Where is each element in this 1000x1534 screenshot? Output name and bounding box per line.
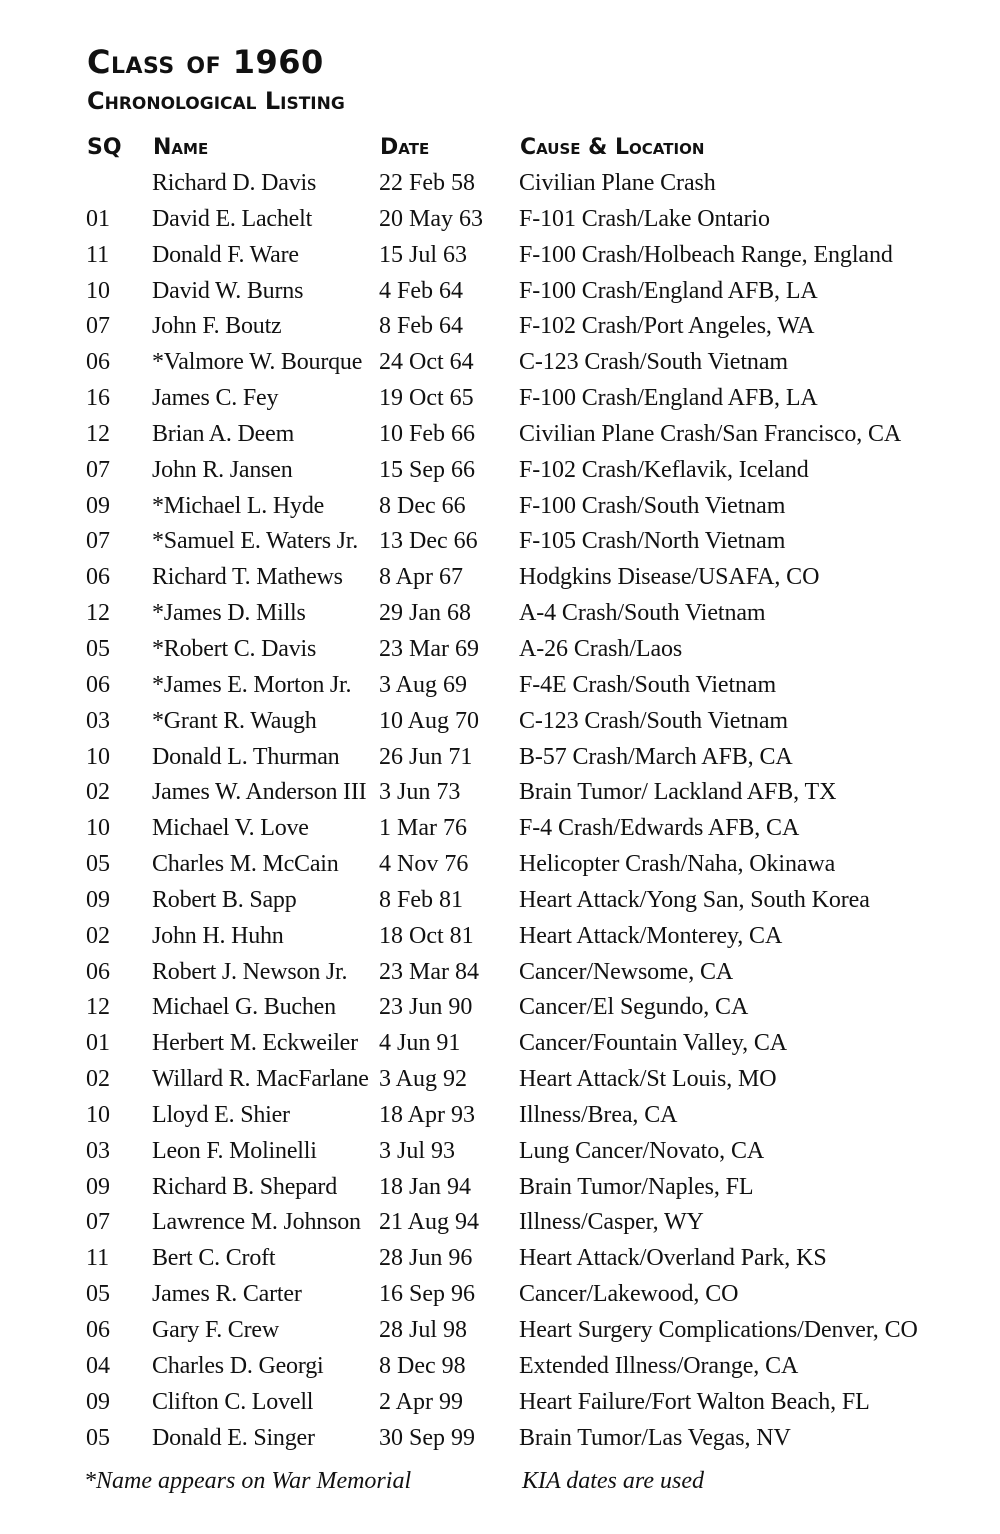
table-row <box>0 381 1000 417</box>
row-date: 8 Feb 81 <box>379 886 463 913</box>
table-row <box>0 417 1000 453</box>
table-row <box>0 274 1000 310</box>
row-squadron: 06 <box>86 564 110 591</box>
row-name: *James D. Mills <box>152 600 306 627</box>
row-date: 3 Jul 93 <box>379 1137 456 1164</box>
row-name: *Robert C. Davis <box>152 635 317 662</box>
page-title: Class of 1960 <box>87 43 324 81</box>
row-date: 8 Apr 67 <box>379 564 463 591</box>
row-squadron: 05 <box>86 1281 110 1308</box>
table-row <box>0 1313 1000 1349</box>
table-row <box>0 560 1000 596</box>
row-squadron: 06 <box>86 958 110 985</box>
row-squadron: 04 <box>86 1352 110 1379</box>
row-squadron: 10 <box>86 1101 110 1128</box>
row-date: 4 Feb 64 <box>379 277 463 304</box>
row-name: *Grant R. Waugh <box>152 707 317 734</box>
row-name: Lloyd E. Shier <box>152 1101 290 1128</box>
table-row <box>0 524 1000 560</box>
row-cause-location: F-100 Crash/South Vietnam <box>519 492 786 519</box>
row-name: Donald L. Thurman <box>152 743 340 770</box>
row-date: 28 Jul 98 <box>379 1317 468 1343</box>
table-row <box>0 596 1000 632</box>
row-cause-location: F-100 Crash/Holbeach Range, England <box>519 241 893 268</box>
row-cause-location: Heart Attack/St Louis, MO <box>519 1066 777 1093</box>
row-squadron: 03 <box>86 707 110 734</box>
row-date: 3 Aug 69 <box>379 671 468 698</box>
table-row <box>0 453 1000 489</box>
row-date: 21 Aug 94 <box>379 1209 480 1236</box>
row-squadron: 11 <box>86 241 110 268</box>
row-date: 4 Jun 91 <box>379 1030 461 1057</box>
row-name: David W. Burns <box>152 277 304 304</box>
row-date: 18 Apr 93 <box>379 1101 475 1128</box>
header-name: Name <box>153 135 209 160</box>
row-name: Bert C. Croft <box>152 1245 276 1272</box>
row-date: 24 Oct 64 <box>379 349 474 376</box>
row-cause-location: A-4 Crash/South Vietnam <box>519 600 766 627</box>
table-row <box>0 1205 1000 1241</box>
row-date: 23 Mar 69 <box>379 635 479 662</box>
footnote-war-memorial: *Name appears on War Memorial <box>84 1468 412 1494</box>
row-cause-location: Illness/Brea, CA <box>519 1101 678 1128</box>
row-date: 23 Mar 84 <box>379 958 479 985</box>
row-date: 30 Sep 99 <box>379 1424 475 1451</box>
row-name: Richard B. Shepard <box>152 1173 338 1200</box>
row-squadron: 02 <box>86 922 110 949</box>
row-squadron: 01 <box>86 1030 110 1057</box>
table-row <box>0 1170 1000 1206</box>
table-row <box>0 1241 1000 1277</box>
row-date: 3 Aug 92 <box>379 1066 468 1093</box>
row-squadron: 09 <box>86 1388 110 1415</box>
table-row <box>0 489 1000 525</box>
table-row <box>0 668 1000 704</box>
row-cause-location: Lung Cancer/Novato, CA <box>519 1137 765 1164</box>
row-cause-location: Civilian Plane Crash/San Francisco, CA <box>519 420 902 447</box>
row-date: 18 Oct 81 <box>379 922 474 949</box>
row-date: 28 Jun 96 <box>379 1245 473 1272</box>
table-row <box>0 1098 1000 1134</box>
table-row <box>0 1349 1000 1385</box>
row-date: 1 Mar 76 <box>379 815 467 842</box>
row-squadron: 07 <box>86 313 110 340</box>
row-date: 2 Apr 99 <box>379 1388 463 1415</box>
row-squadron: 10 <box>86 743 110 770</box>
row-squadron: 05 <box>86 635 110 662</box>
row-squadron: 09 <box>86 492 110 519</box>
row-cause-location: Brain Tumor/Las Vegas, NV <box>519 1424 791 1451</box>
row-date: 20 May 63 <box>379 205 483 232</box>
row-date: 15 Jul 63 <box>379 241 468 268</box>
column-headers <box>0 132 1000 164</box>
row-squadron: 02 <box>86 1066 110 1093</box>
row-name: John R. Jansen <box>152 456 293 483</box>
row-name: *James E. Morton Jr. <box>152 671 352 698</box>
row-date: 8 Dec 98 <box>379 1352 466 1379</box>
row-cause-location: Heart Surgery Complications/Denver, CO <box>519 1317 918 1343</box>
row-name: David E. Lachelt <box>152 205 313 232</box>
table-row <box>0 1385 1000 1421</box>
row-cause-location: Heart Attack/Overland Park, KS <box>519 1245 827 1272</box>
row-cause-location: F-102 Crash/Keflavik, Iceland <box>519 456 809 483</box>
row-squadron: 01 <box>86 205 110 232</box>
row-name: Richard D. Davis <box>152 170 317 196</box>
table-row <box>0 345 1000 381</box>
row-date: 19 Oct 65 <box>379 385 474 412</box>
row-name: Richard T. Mathews <box>152 564 343 591</box>
row-date: 23 Jun 90 <box>379 994 473 1021</box>
row-cause-location: Helicopter Crash/Naha, Okinawa <box>519 851 836 878</box>
footnote-kia-dates: KIA dates are used <box>522 1468 704 1494</box>
row-squadron: 07 <box>86 528 110 555</box>
row-name: Clifton C. Lovell <box>152 1388 314 1415</box>
row-cause-location: Heart Failure/Fort Walton Beach, FL <box>519 1388 870 1415</box>
row-date: 22 Feb 58 <box>379 170 475 196</box>
table-row <box>0 955 1000 991</box>
row-squadron: 05 <box>86 851 110 878</box>
row-cause-location: Hodgkins Disease/USAFA, CO <box>519 564 820 591</box>
row-squadron: 06 <box>86 1317 110 1343</box>
row-date: 8 Dec 66 <box>379 492 466 519</box>
row-cause-location: Cancer/El Segundo, CA <box>519 994 749 1021</box>
row-cause-location: Brain Tumor/ Lackland AFB, TX <box>519 779 837 806</box>
row-squadron: 06 <box>86 349 110 376</box>
table-row <box>0 632 1000 668</box>
row-date: 15 Sep 66 <box>379 456 475 483</box>
row-cause-location: F-105 Crash/North Vietnam <box>519 528 786 555</box>
row-name: Willard R. MacFarlane <box>152 1066 369 1093</box>
row-name: *Michael L. Hyde <box>152 492 325 519</box>
row-date: 29 Jan 68 <box>379 600 471 627</box>
row-name: Robert J. Newson Jr. <box>152 958 348 985</box>
row-cause-location: C-123 Crash/South Vietnam <box>519 349 788 376</box>
row-squadron: 16 <box>86 385 110 412</box>
row-squadron: 12 <box>86 420 110 447</box>
header-sq: SQ <box>87 135 122 160</box>
row-squadron: 12 <box>86 600 110 627</box>
row-squadron: 09 <box>86 886 110 913</box>
row-cause-location: B-57 Crash/March AFB, CA <box>519 743 793 770</box>
row-name: James C. Fey <box>152 385 279 412</box>
table-row <box>0 309 1000 345</box>
row-cause-location: Illness/Casper, WY <box>519 1209 704 1236</box>
row-date: 8 Feb 64 <box>379 313 463 340</box>
row-cause-location: F-4E Crash/South Vietnam <box>519 671 777 698</box>
table-row <box>0 1277 1000 1313</box>
row-name: Gary F. Crew <box>152 1317 279 1343</box>
row-cause-location: Extended Illness/Orange, CA <box>519 1352 799 1379</box>
table-row <box>0 847 1000 883</box>
row-cause-location: Cancer/Newsome, CA <box>519 958 734 985</box>
row-name: Michael G. Buchen <box>152 994 336 1021</box>
table-row <box>0 775 1000 811</box>
row-date: 26 Jun 71 <box>379 743 473 770</box>
table-row <box>0 202 1000 238</box>
table-row <box>0 1421 1000 1457</box>
row-cause-location: Heart Attack/Yong San, South Korea <box>519 886 870 913</box>
row-name: *Samuel E. Waters Jr. <box>152 528 359 555</box>
row-cause-location: Cancer/Lakewood, CO <box>519 1281 739 1308</box>
row-name: Lawrence M. Johnson <box>152 1209 361 1236</box>
header-cause-location: Cause & Location <box>520 135 705 160</box>
row-squadron: 05 <box>86 1424 110 1451</box>
table-row <box>0 704 1000 740</box>
row-name: Donald E. Singer <box>152 1424 315 1451</box>
row-date: 13 Dec 66 <box>379 528 478 555</box>
table-row <box>0 166 1000 202</box>
row-name: Donald F. Ware <box>152 241 299 268</box>
row-date: 10 Feb 66 <box>379 420 475 447</box>
row-name: Charles D. Georgi <box>152 1352 324 1379</box>
row-squadron: 07 <box>86 1209 110 1236</box>
row-name: Herbert M. Eckweiler <box>152 1030 358 1057</box>
table-row <box>0 1062 1000 1098</box>
row-name: *Valmore W. Bourque <box>152 349 363 376</box>
row-name: Leon F. Molinelli <box>152 1137 317 1164</box>
row-squadron: 10 <box>86 277 110 304</box>
table-row <box>0 990 1000 1026</box>
table-row <box>0 740 1000 776</box>
row-squadron: 09 <box>86 1173 110 1200</box>
row-cause-location: C-123 Crash/South Vietnam <box>519 707 788 734</box>
row-date: 16 Sep 96 <box>379 1281 475 1308</box>
table-row <box>0 811 1000 847</box>
table-row <box>0 1026 1000 1062</box>
row-name: John H. Huhn <box>152 922 284 949</box>
row-date: 18 Jan 94 <box>379 1173 471 1200</box>
row-squadron: 07 <box>86 456 110 483</box>
row-cause-location: F-4 Crash/Edwards AFB, CA <box>519 815 800 842</box>
row-cause-location: F-100 Crash/England AFB, LA <box>519 385 818 412</box>
row-date: 3 Jun 73 <box>379 779 461 806</box>
row-name: Michael V. Love <box>152 815 309 842</box>
row-cause-location: F-101 Crash/Lake Ontario <box>519 205 770 232</box>
row-cause-location: A-26 Crash/Laos <box>519 635 683 662</box>
row-name: Robert B. Sapp <box>152 886 297 913</box>
row-name: John F. Boutz <box>152 313 282 340</box>
row-squadron: 11 <box>86 1245 110 1272</box>
table-row <box>0 883 1000 919</box>
header-date: Date <box>380 135 430 160</box>
row-cause-location: F-102 Crash/Port Angeles, WA <box>519 313 815 340</box>
table-row <box>0 1134 1000 1170</box>
row-name: Brian A. Deem <box>152 420 295 447</box>
row-cause-location: F-100 Crash/England AFB, LA <box>519 277 818 304</box>
row-cause-location: Civilian Plane Crash <box>519 170 716 196</box>
row-cause-location: Heart Attack/Monterey, CA <box>519 922 783 949</box>
row-date: 4 Nov 76 <box>379 851 469 878</box>
row-squadron: 02 <box>86 779 110 806</box>
table-row <box>0 238 1000 274</box>
row-name: James R. Carter <box>152 1281 302 1308</box>
row-squadron: 12 <box>86 994 110 1021</box>
row-date: 10 Aug 70 <box>379 707 480 734</box>
row-cause-location: Cancer/Fountain Valley, CA <box>519 1030 788 1057</box>
table-row <box>0 919 1000 955</box>
listing-table <box>0 166 1000 1456</box>
row-squadron: 10 <box>86 815 110 842</box>
row-name: James W. Anderson III <box>152 779 367 806</box>
row-squadron: 03 <box>86 1137 110 1164</box>
row-cause-location: Brain Tumor/Naples, FL <box>519 1173 754 1200</box>
row-name: Charles M. McCain <box>152 851 339 878</box>
row-squadron: 06 <box>86 671 110 698</box>
page-subtitle: Chronological Listing <box>87 87 345 115</box>
